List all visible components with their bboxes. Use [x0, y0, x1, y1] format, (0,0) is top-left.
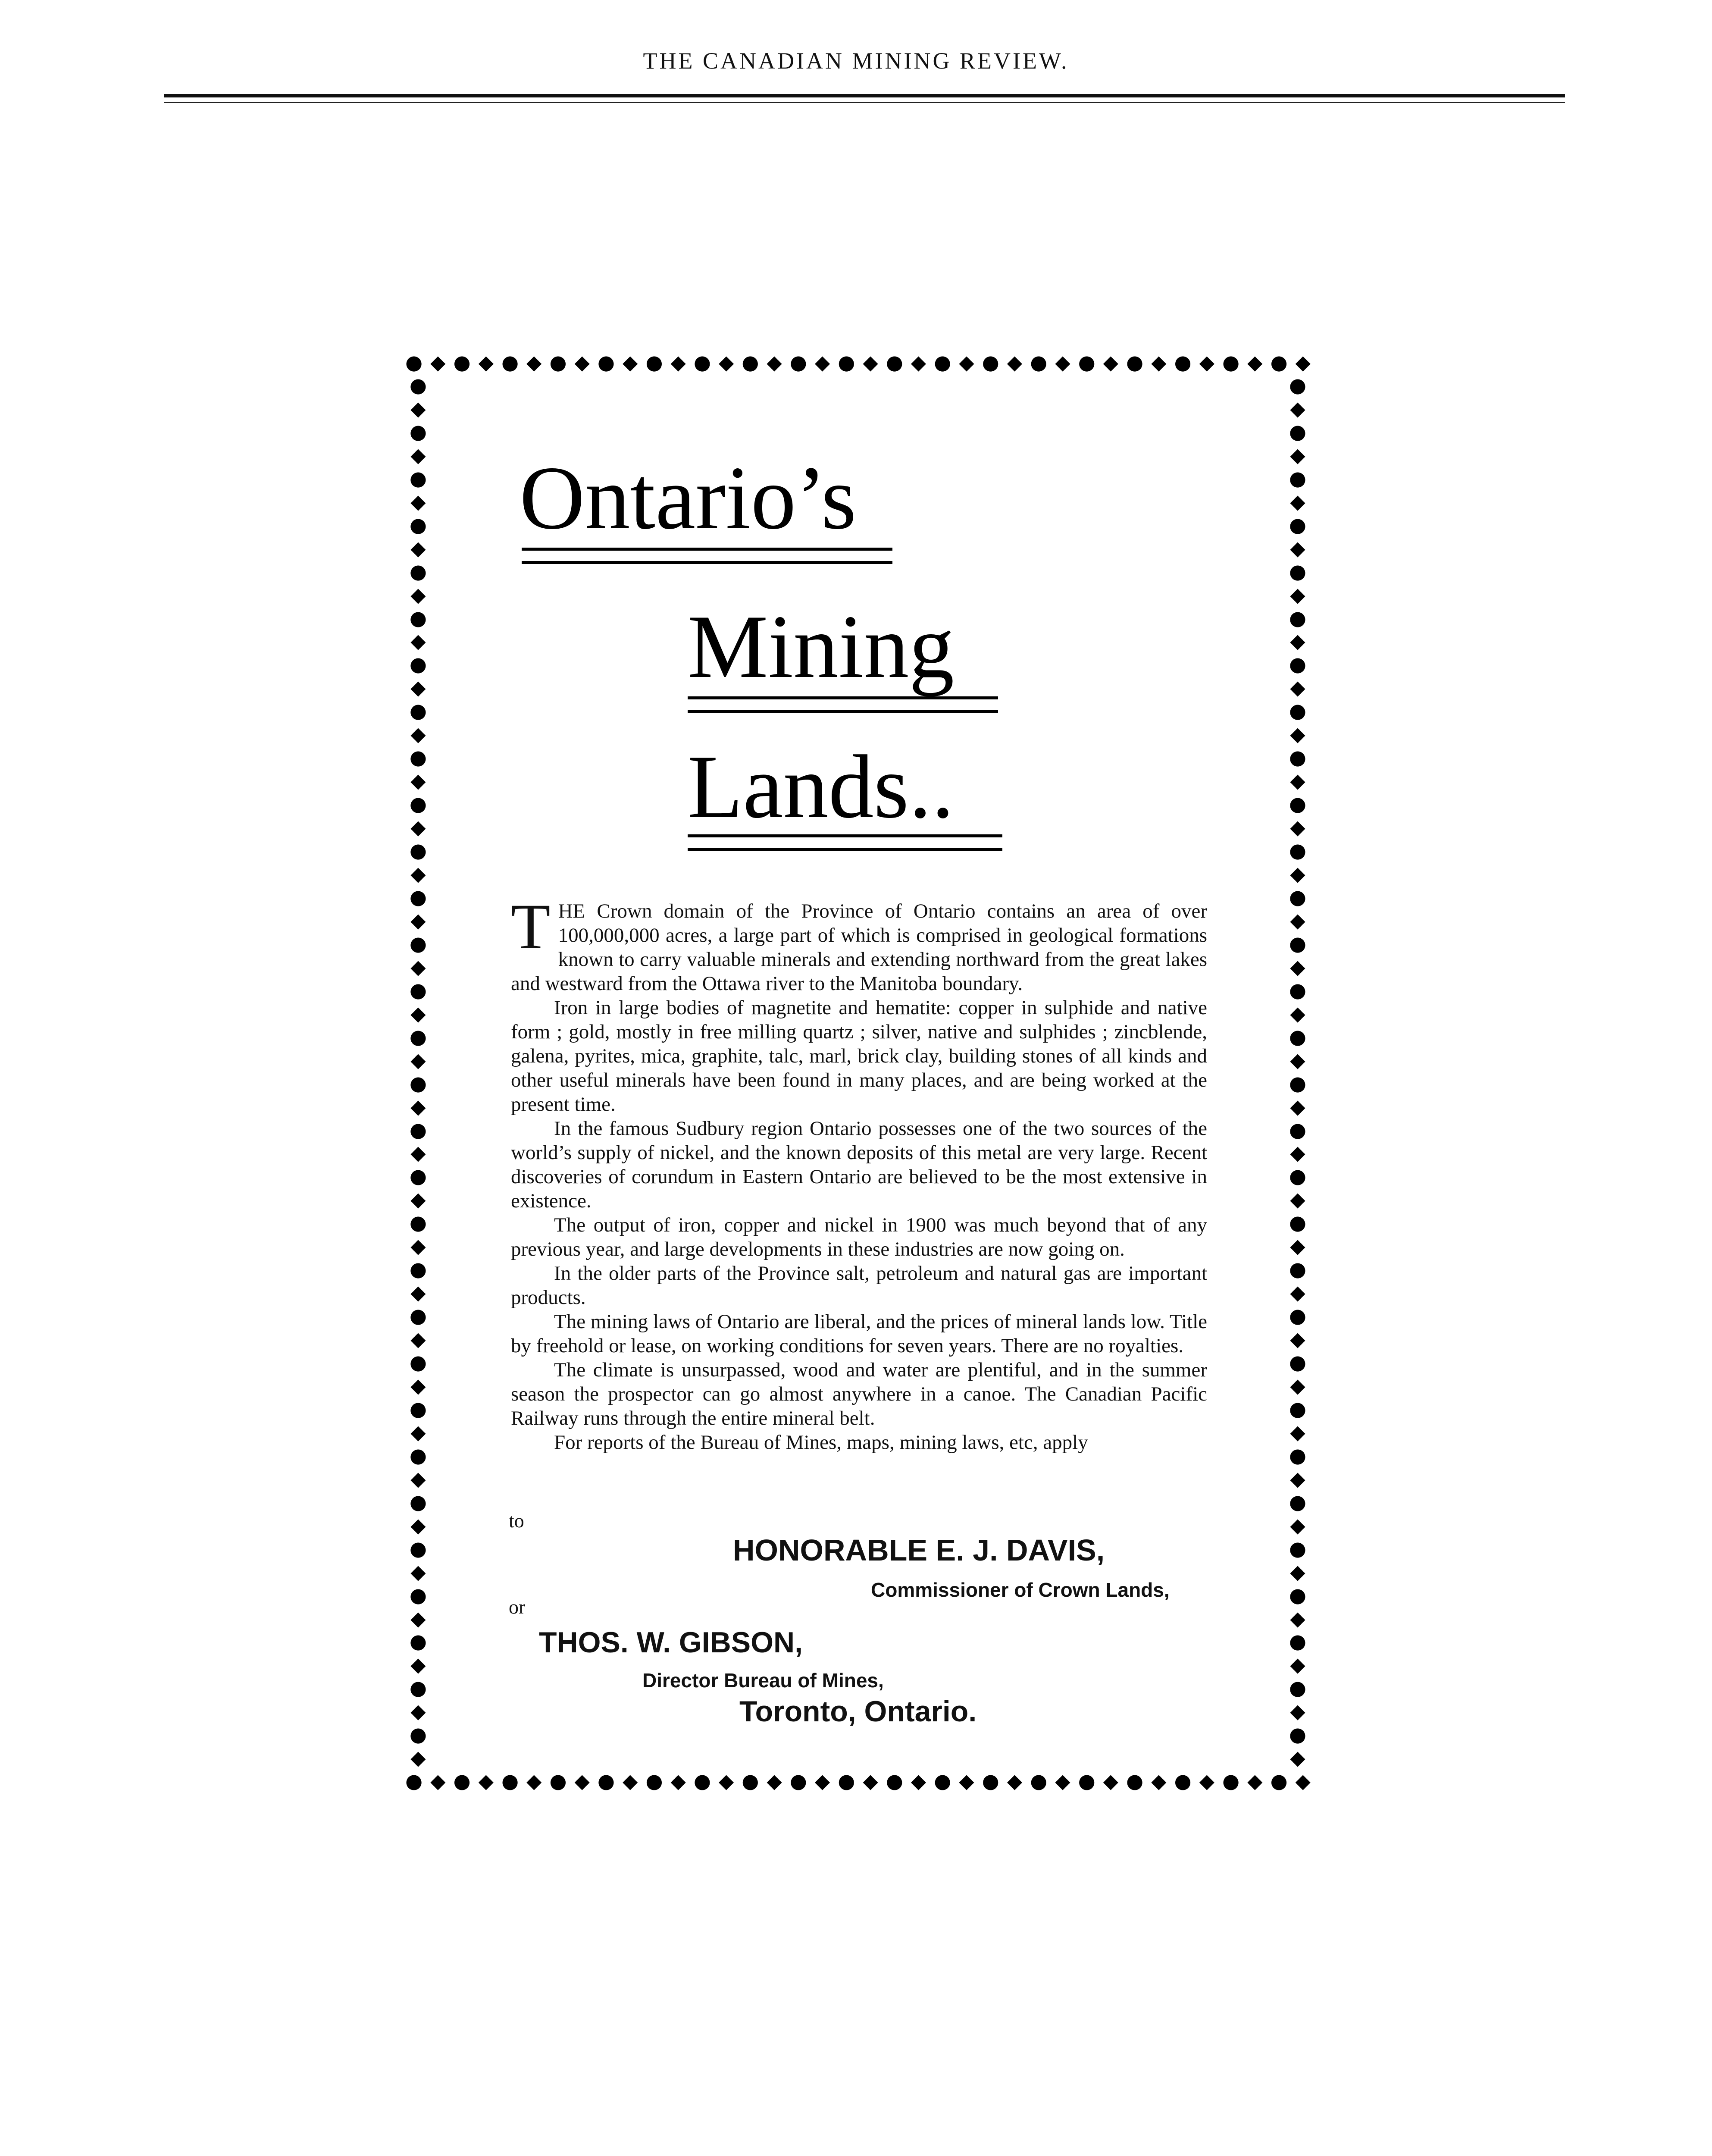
border-diamond-icon: ◆ — [410, 629, 426, 653]
border-circle-icon: ● — [1030, 1769, 1048, 1792]
border-diamond-icon: ◆ — [1290, 1281, 1305, 1304]
border-diamond-icon: ◆ — [718, 351, 734, 374]
border-diamond-icon: ◆ — [718, 1769, 734, 1792]
border-circle-icon: ● — [982, 351, 999, 374]
border-diamond-icon: ◆ — [1290, 1467, 1305, 1490]
border-diamond-icon: ◆ — [1290, 1373, 1305, 1397]
border-diamond-icon: ◆ — [1290, 536, 1305, 560]
border-diamond-icon: ◆ — [410, 1560, 426, 1583]
border-diamond-icon: ◆ — [410, 1141, 426, 1165]
border-circle-icon: ● — [1289, 1443, 1307, 1467]
or-word: or — [509, 1596, 526, 1618]
border-circle-icon: ● — [1289, 1025, 1307, 1048]
border-circle-icon: ● — [1289, 1351, 1307, 1374]
border-diamond-icon: ◆ — [1290, 769, 1305, 793]
border-diamond-icon: ◆ — [1290, 1606, 1305, 1630]
border-circle-icon: ● — [1174, 351, 1192, 374]
border-diamond-icon: ◆ — [767, 1769, 782, 1792]
border-diamond-icon: ◆ — [1151, 1769, 1167, 1792]
border-circle-icon: ● — [409, 931, 427, 955]
border-diamond-icon: ◆ — [1290, 396, 1305, 420]
border-circle-icon: ● — [501, 1769, 519, 1792]
border-circle-icon: ● — [645, 351, 663, 374]
border-circle-icon: ● — [1289, 1676, 1307, 1700]
border-diamond-icon: ◆ — [767, 351, 782, 374]
border-circle-icon: ● — [1289, 1583, 1307, 1607]
border-diamond-icon: ◆ — [1290, 1048, 1305, 1072]
border-diamond-icon: ◆ — [1290, 443, 1305, 467]
border-circle-icon: ● — [1289, 931, 1307, 955]
border-diamond-icon: ◆ — [410, 815, 426, 839]
contact-name-davis: HONORABLE E. J. DAVIS, — [733, 1533, 1105, 1567]
border-circle-icon: ● — [1289, 420, 1307, 443]
border-diamond-icon: ◆ — [1290, 1141, 1305, 1165]
border-circle-icon: ● — [453, 1769, 471, 1792]
border-circle-icon: ● — [409, 1351, 427, 1374]
border-diamond-icon: ◆ — [410, 1281, 426, 1304]
border-circle-icon: ● — [1289, 1304, 1307, 1328]
border-diamond-icon: ◆ — [410, 1467, 426, 1490]
location-text: Toronto, Ontario. — [739, 1695, 977, 1728]
border-diamond-icon: ◆ — [1007, 351, 1023, 374]
border-diamond-icon: ◆ — [410, 396, 426, 420]
border-diamond-icon: ◆ — [814, 351, 830, 374]
border-diamond-icon: ◆ — [670, 1769, 686, 1792]
body-paragraph: The mining laws of Ontario are liberal, and the prices of mineral lands low. Title by freehold or lease, on working conditions for seven years. There are no royalties. — [511, 1310, 1207, 1357]
border-circle-icon: ● — [409, 420, 427, 443]
border-diamond-icon: ◆ — [959, 351, 974, 374]
border-diamond-icon: ◆ — [1290, 908, 1305, 932]
border-circle-icon: ● — [409, 978, 427, 1002]
border-circle-icon: ● — [1174, 1769, 1192, 1792]
border-circle-icon: ● — [1078, 1769, 1095, 1792]
border-circle-icon: ● — [409, 792, 427, 816]
title-rule-2 — [688, 696, 998, 713]
border-circle-icon: ● — [409, 1257, 427, 1281]
border-circle-icon: ● — [409, 1025, 427, 1048]
border-diamond-icon: ◆ — [430, 1769, 446, 1792]
border-diamond-icon: ◆ — [814, 1769, 830, 1792]
border-circle-icon: ● — [1126, 1769, 1144, 1792]
border-diamond-icon: ◆ — [1290, 1746, 1305, 1768]
border-diamond-icon: ◆ — [1199, 1769, 1214, 1792]
border-circle-icon: ● — [409, 606, 427, 630]
border-diamond-icon: ◆ — [410, 1001, 426, 1025]
border-diamond-icon: ◆ — [410, 1513, 426, 1537]
body-paragraph: In the famous Sudbury region Ontario possesses one of the two sources of the world’s supply of nickel, and the known deposits of this metal are very large. Recent discoveries of corundum in Eastern Ontario are believed to be the most extensive in existence. — [511, 1117, 1207, 1212]
border-circle-icon: ● — [1289, 1257, 1307, 1281]
border-diamond-icon: ◆ — [410, 908, 426, 932]
ad-body-text — [511, 891, 1207, 1454]
border-circle-icon: ● — [1289, 1164, 1307, 1188]
border-circle-icon: ● — [742, 1769, 759, 1792]
border-diamond-icon: ◆ — [1290, 1094, 1305, 1118]
border-circle-icon: ● — [1289, 839, 1307, 862]
header-rule-thick — [164, 94, 1565, 97]
border-diamond-icon: ◆ — [863, 1769, 878, 1792]
border-diamond-icon: ◆ — [1295, 1769, 1311, 1792]
border-circle-icon: ● — [1289, 466, 1307, 490]
border-diamond-icon: ◆ — [1290, 1560, 1305, 1583]
border-circle-icon: ● — [1030, 351, 1048, 374]
contact-title-davis: Commissioner of Crown Lands, — [871, 1579, 1170, 1601]
border-diamond-icon: ◆ — [1290, 815, 1305, 839]
border-circle-icon: ● — [1289, 1490, 1307, 1514]
border-circle-icon: ● — [409, 839, 427, 862]
border-circle-icon: ● — [1289, 1723, 1307, 1746]
border-circle-icon: ● — [409, 559, 427, 583]
border-diamond-icon: ◆ — [1290, 1513, 1305, 1537]
border-circle-icon: ● — [1289, 746, 1307, 769]
border-diamond-icon: ◆ — [863, 351, 878, 374]
border-circle-icon: ● — [1270, 351, 1288, 374]
drop-cap: T — [511, 891, 551, 962]
border-circle-icon: ● — [409, 885, 427, 909]
border-circle-icon: ● — [1289, 1536, 1307, 1560]
border-diamond-icon: ◆ — [410, 536, 426, 560]
border-diamond-icon: ◆ — [1007, 1769, 1023, 1792]
border-diamond-icon: ◆ — [430, 351, 446, 374]
border-diamond-icon: ◆ — [1290, 583, 1305, 606]
border-circle-icon: ● — [409, 746, 427, 769]
border-circle-icon: ● — [409, 1397, 427, 1420]
ornament-border-right — [1285, 375, 1311, 1768]
border-circle-icon: ● — [409, 1676, 427, 1700]
border-diamond-icon: ◆ — [410, 489, 426, 513]
running-head: THE CANADIAN MINING REVIEW. — [643, 48, 1069, 74]
border-circle-icon: ● — [405, 1769, 423, 1792]
border-diamond-icon: ◆ — [410, 1188, 426, 1211]
border-circle-icon: ● — [789, 1769, 807, 1792]
border-circle-icon: ● — [1289, 1211, 1307, 1235]
title-rule-3 — [688, 834, 1002, 851]
border-diamond-icon: ◆ — [410, 862, 426, 886]
border-diamond-icon: ◆ — [622, 351, 638, 374]
border-diamond-icon: ◆ — [410, 1327, 426, 1351]
border-circle-icon: ● — [409, 1583, 427, 1607]
border-circle-icon: ● — [453, 351, 471, 374]
border-diamond-icon: ◆ — [410, 583, 426, 606]
border-diamond-icon: ◆ — [410, 1606, 426, 1630]
border-circle-icon: ● — [1289, 792, 1307, 816]
title-lands: Lands.. — [688, 737, 955, 837]
border-circle-icon: ● — [1270, 1769, 1288, 1792]
border-diamond-icon: ◆ — [1199, 351, 1214, 374]
border-circle-icon: ● — [934, 1769, 951, 1792]
body-paragraph: For reports of the Bureau of Mines, maps, mining laws, etc, apply — [554, 1431, 1088, 1454]
border-circle-icon: ● — [1289, 652, 1307, 676]
border-circle-icon: ● — [1289, 606, 1307, 630]
border-diamond-icon: ◆ — [1290, 955, 1305, 978]
border-circle-icon: ● — [1289, 559, 1307, 583]
border-circle-icon: ● — [886, 1769, 903, 1792]
border-diamond-icon: ◆ — [1290, 629, 1305, 653]
border-circle-icon: ● — [1289, 699, 1307, 723]
border-circle-icon: ● — [501, 351, 519, 374]
border-diamond-icon: ◆ — [1055, 351, 1070, 374]
border-circle-icon: ● — [838, 1769, 855, 1792]
border-circle-icon: ● — [409, 1490, 427, 1514]
contact-title-gibson: Director Bureau of Mines, — [642, 1669, 884, 1692]
border-circle-icon: ● — [982, 1769, 999, 1792]
border-diamond-icon: ◆ — [1103, 351, 1119, 374]
border-diamond-icon: ◆ — [1290, 1001, 1305, 1025]
border-circle-icon: ● — [1289, 513, 1307, 536]
title-ontarios: Ontario’s — [520, 448, 857, 548]
border-circle-icon: ● — [1289, 1397, 1307, 1420]
border-diamond-icon: ◆ — [410, 443, 426, 467]
border-circle-icon: ● — [693, 351, 711, 374]
border-diamond-icon: ◆ — [410, 1234, 426, 1258]
border-circle-icon: ● — [409, 466, 427, 490]
border-diamond-icon: ◆ — [1290, 722, 1305, 746]
border-diamond-icon: ◆ — [410, 1746, 426, 1768]
border-circle-icon: ● — [645, 1769, 663, 1792]
body-paragraph: In the older parts of the Province salt, petroleum and natural gas are important products. — [511, 1262, 1207, 1309]
border-diamond-icon: ◆ — [1055, 1769, 1070, 1792]
border-circle-icon: ● — [1289, 1630, 1307, 1653]
border-circle-icon: ● — [1126, 351, 1144, 374]
border-diamond-icon: ◆ — [410, 769, 426, 793]
border-circle-icon: ● — [409, 1211, 427, 1235]
title-mining: Mining — [688, 597, 955, 697]
border-diamond-icon: ◆ — [410, 1373, 426, 1397]
border-diamond-icon: ◆ — [410, 1048, 426, 1072]
border-diamond-icon: ◆ — [1290, 1420, 1305, 1444]
body-paragraph: Iron in large bodies of magnetite and hematite: copper in sulphide and native form ; gold, mostly in free milling quartz ; silver, native and sulphides ; zincblende, galena, pyrites, mica, graphite, talc, marl, brick clay, building stones of all kinds and other useful minerals have been found in many places, and are being worked at the present time. — [511, 997, 1207, 1116]
border-diamond-icon: ◆ — [959, 1769, 974, 1792]
border-circle-icon: ● — [838, 351, 855, 374]
border-diamond-icon: ◆ — [670, 351, 686, 374]
border-circle-icon: ● — [409, 1443, 427, 1467]
border-diamond-icon: ◆ — [1290, 1653, 1305, 1677]
border-circle-icon: ● — [1289, 885, 1307, 909]
border-circle-icon: ● — [1289, 1071, 1307, 1095]
to-word: to — [509, 1510, 524, 1532]
border-diamond-icon: ◆ — [410, 676, 426, 699]
border-diamond-icon: ◆ — [1151, 351, 1167, 374]
border-diamond-icon: ◆ — [410, 1699, 426, 1723]
border-circle-icon: ● — [409, 375, 427, 397]
border-circle-icon: ● — [693, 1769, 711, 1792]
border-circle-icon: ● — [409, 1164, 427, 1188]
border-circle-icon: ● — [409, 1723, 427, 1746]
border-circle-icon: ● — [789, 351, 807, 374]
border-diamond-icon: ◆ — [1290, 862, 1305, 886]
ornament-border-top — [405, 349, 1311, 375]
border-circle-icon: ● — [597, 351, 615, 374]
border-circle-icon: ● — [1078, 351, 1095, 374]
border-circle-icon: ● — [1289, 1118, 1307, 1141]
border-diamond-icon: ◆ — [410, 1420, 426, 1444]
border-diamond-icon: ◆ — [622, 1769, 638, 1792]
border-circle-icon: ● — [1222, 1769, 1240, 1792]
border-circle-icon: ● — [1289, 978, 1307, 1002]
border-circle-icon: ● — [742, 351, 759, 374]
contact-name-gibson: THOS. W. GIBSON, — [539, 1626, 803, 1659]
border-diamond-icon: ◆ — [1103, 1769, 1119, 1792]
border-circle-icon: ● — [549, 1769, 567, 1792]
border-diamond-icon: ◆ — [1247, 351, 1263, 374]
border-diamond-icon: ◆ — [574, 351, 590, 374]
border-diamond-icon: ◆ — [1290, 1188, 1305, 1211]
border-circle-icon: ● — [409, 1536, 427, 1560]
border-circle-icon: ● — [409, 1630, 427, 1653]
border-diamond-icon: ◆ — [526, 1769, 542, 1792]
body-paragraph: The output of iron, copper and nickel in 1900 was much beyond that of any previous year, and large developments in these industries are now going on. — [511, 1214, 1207, 1260]
title-rule-1 — [522, 548, 892, 564]
header-rule-thin — [164, 102, 1565, 103]
border-diamond-icon: ◆ — [478, 1769, 494, 1792]
border-diamond-icon: ◆ — [574, 1769, 590, 1792]
border-circle-icon: ● — [549, 351, 567, 374]
border-diamond-icon: ◆ — [1290, 489, 1305, 513]
border-diamond-icon: ◆ — [911, 1769, 926, 1792]
ornament-border-left — [405, 375, 431, 1768]
border-circle-icon: ● — [1222, 351, 1240, 374]
border-circle-icon: ● — [934, 351, 951, 374]
border-diamond-icon: ◆ — [1247, 1769, 1263, 1792]
border-diamond-icon: ◆ — [410, 1094, 426, 1118]
ornament-border-bottom — [405, 1768, 1311, 1794]
border-circle-icon: ● — [409, 1118, 427, 1141]
border-circle-icon: ● — [409, 1304, 427, 1328]
border-diamond-icon: ◆ — [1290, 1699, 1305, 1723]
border-diamond-icon: ◆ — [410, 955, 426, 978]
border-circle-icon: ● — [1289, 375, 1307, 397]
border-diamond-icon: ◆ — [526, 351, 542, 374]
border-circle-icon: ● — [409, 513, 427, 536]
border-diamond-icon: ◆ — [1295, 351, 1311, 374]
border-diamond-icon: ◆ — [478, 351, 494, 374]
border-circle-icon: ● — [597, 1769, 615, 1792]
border-diamond-icon: ◆ — [1290, 676, 1305, 699]
border-diamond-icon: ◆ — [410, 722, 426, 746]
border-circle-icon: ● — [405, 351, 423, 374]
body-paragraph: The climate is unsurpassed, wood and water are plentiful, and in the summer season the prospector can go almost anywhere in a canoe. The Canadian Pacific Railway runs through the entire mineral belt. — [511, 1359, 1207, 1429]
border-diamond-icon: ◆ — [410, 1653, 426, 1677]
border-circle-icon: ● — [409, 699, 427, 723]
border-circle-icon: ● — [886, 351, 903, 374]
border-circle-icon: ● — [409, 1071, 427, 1095]
border-circle-icon: ● — [409, 652, 427, 676]
border-diamond-icon: ◆ — [911, 351, 926, 374]
body-paragraph: THE Crown domain of the Province of Ontario contains an area of over 100,000,000 acres, a large part of which is comprised in geological formations known to carry valuable minerals and extending northward from the great lakes and westward from the Ottawa river to the Manitoba boundary. — [511, 891, 1207, 995]
border-diamond-icon: ◆ — [1290, 1327, 1305, 1351]
border-diamond-icon: ◆ — [1290, 1234, 1305, 1258]
